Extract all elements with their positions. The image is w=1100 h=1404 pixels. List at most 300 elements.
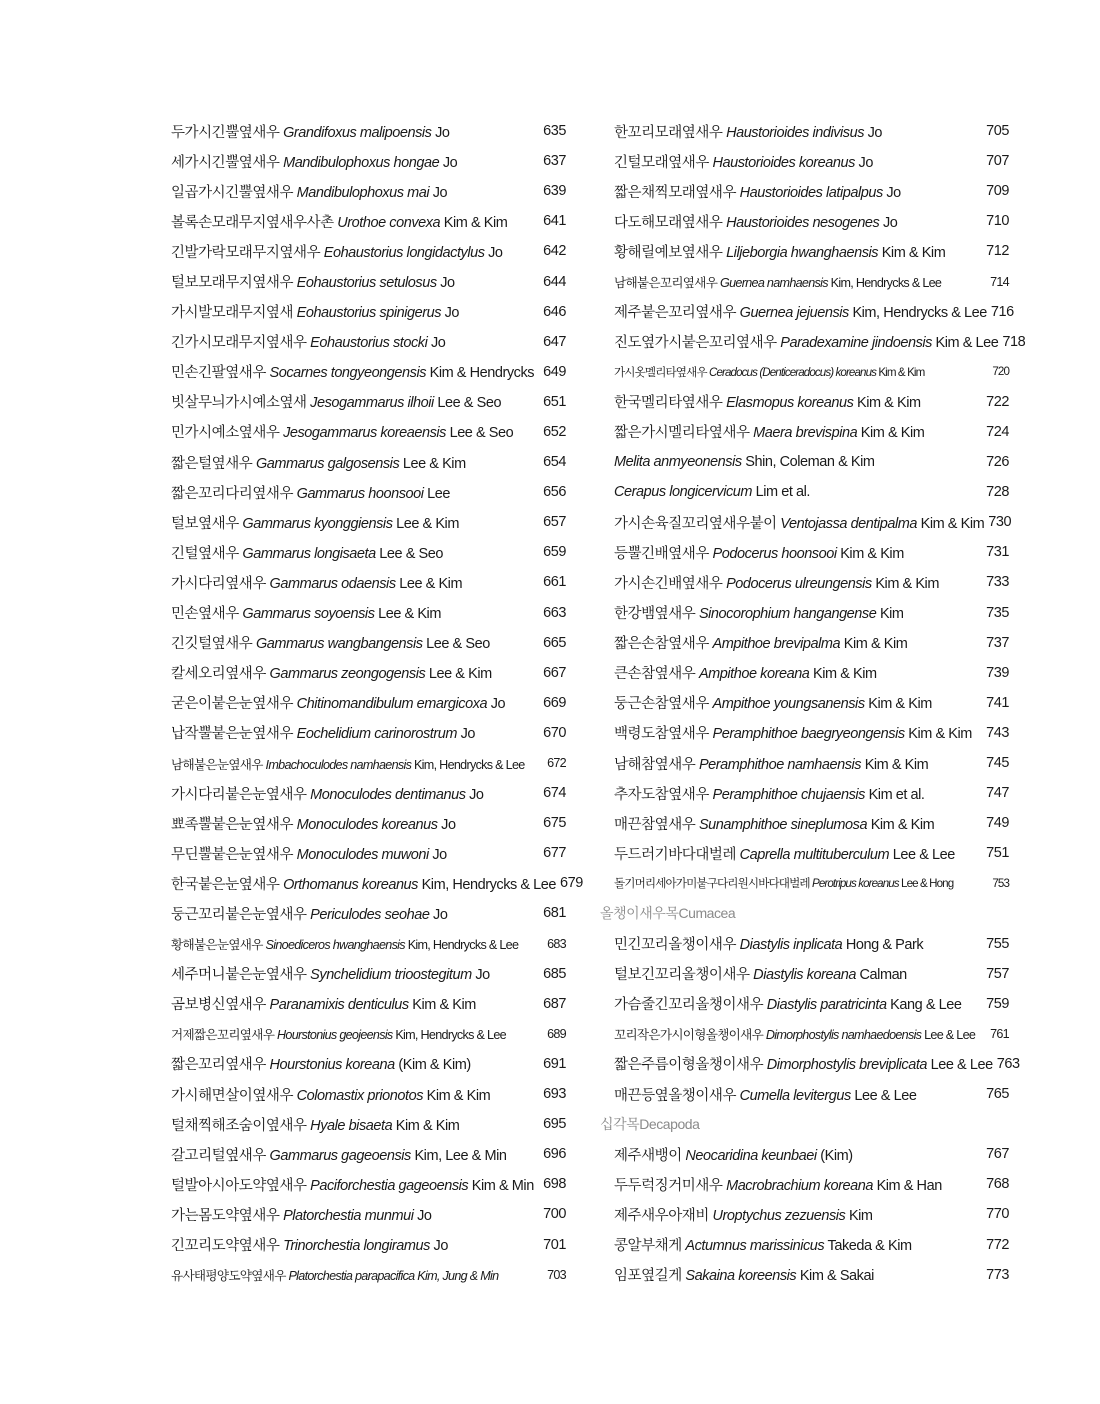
toc-entry [600,297,1014,327]
page-number: 737 [986,634,1009,651]
common-name: 큰손참옆새우 [614,666,696,683]
common-name: 제주붙은꼬리옆새우 [614,305,737,322]
scientific-name: Gammarus soyoensis [242,606,375,623]
toc-entry [171,357,566,387]
author-name: Kim [879,606,904,623]
author-name: Kim & Kim [813,666,877,683]
toc-entry [171,1169,566,1199]
author-name: Jo [433,1238,448,1255]
common-name: 매끈등옆올챙이새우 [614,1087,737,1104]
author-name: Kim & Kim [868,696,932,713]
author-name: Shin, Coleman & Kim [745,454,875,471]
scientific-name: Eochelidium carinorostrum [296,726,458,743]
common-name: 황해붙은눈옆새우 [171,938,263,953]
entry-title [171,151,538,172]
scientific-name: Ampithoe koreana [698,666,810,683]
entry-title [171,1114,538,1135]
common-name: 한국멜리타옆새우 [614,395,723,412]
scientific-name: Eohaustorius stocki [310,335,428,352]
author-name: Kim & Han [876,1177,942,1194]
entry-title [614,662,981,683]
common-name: 한강뱀옆새우 [614,606,696,623]
entry-title [614,121,981,142]
entry-title [171,271,538,292]
author-name: Kang & Lee [890,997,962,1014]
page-number: 714 [990,274,1009,289]
toc-entry [171,808,566,838]
toc-entry [171,1139,566,1169]
toc-entry [171,838,566,868]
common-name: 긴털옆새우 [171,545,239,562]
author-name: Kim & Kim [856,395,921,412]
entry-title [171,843,538,864]
scientific-name: Dimorphostylis breviplicata [766,1057,928,1074]
common-name: 민가시예소옆새우 [171,425,280,442]
toc-entry [600,1199,1009,1229]
author-name: Kim & Kim [908,726,972,743]
page-number: 757 [986,965,1009,982]
scientific-name: Diastylis inplicata [739,937,843,954]
page-number: 770 [986,1206,1009,1223]
page-number: 652 [543,423,566,440]
entry-title [614,391,981,412]
page-number: 637 [543,153,566,170]
common-name: 세주머니붙은눈옆새우 [171,967,307,984]
common-name: 민손긴팔옆새우 [171,365,266,382]
author-name: Jo [442,154,458,171]
page-number: 724 [986,423,1009,440]
page-number: 687 [543,995,566,1012]
author-name: Kim & Lee [935,335,999,352]
entry-title [614,512,984,533]
common-name: 털발아시아도약옆새우 [171,1177,307,1194]
scientific-name: Sakaina koreensis [685,1268,797,1285]
scientific-name: Ceradocus (Denticeradocus) koreanus [709,365,877,379]
toc-entry [171,868,583,898]
toc-entry [171,1079,566,1109]
entry-title [171,783,538,804]
page-number: 651 [543,393,566,410]
page-number: 669 [543,694,566,711]
common-name: 긴가시모래무지옆새우 [171,335,307,352]
scientific-name: Periculodes seohae [310,906,430,923]
page-number: 641 [543,213,566,230]
page-number: 745 [986,755,1009,772]
common-name: 한국붙은눈옆새우 [171,876,280,893]
common-name: 민손옆새우 [171,606,239,623]
page-number: 759 [986,995,1009,1012]
entry-title [614,1144,981,1165]
author-name: Jo [432,184,448,201]
page-number: 693 [543,1086,566,1103]
common-name: 굳은이붙은눈옆새우 [171,696,294,713]
toc-entry [600,929,1009,959]
scientific-name: Hyale bisaeta [310,1117,393,1134]
page-number: 731 [986,544,1009,561]
common-name: 무딘뿔붙은눈옆새우 [171,846,294,863]
scientific-name: Uroptychus zezuensis [712,1207,846,1224]
entry-title [614,241,981,262]
toc-entry [171,1049,566,1079]
scientific-name: Eohaustorius spinigerus [296,305,442,322]
author-name: Kim, Hendrycks & Lee [413,757,525,772]
common-name: 다도해모래옆새우 [614,214,723,231]
toc-entry [600,628,1009,658]
entry-title [171,934,538,953]
page-number: 644 [543,273,566,290]
author-name: Lee & Kim [402,455,466,472]
scientific-name: Neocaridina keunbaei [685,1147,817,1164]
author-name: Kim & Hendrycks [429,365,535,382]
author-name: Kim & Kim [875,575,939,592]
scientific-name: Monoculodes dentimanus [310,786,466,803]
common-name: 일곱가시긴뿔옆새우 [171,184,294,201]
scientific-name: Peramphithoe baegryeongensis [712,726,905,743]
common-name: 납작뿔붙은눈옆새우 [171,726,294,743]
author-name: Jo [433,906,448,923]
scientific-name: Monoculodes koreanus [296,816,438,833]
common-name: 긴털모래옆새우 [614,154,709,171]
entry-title [171,754,538,773]
common-name: 등뿔긴배옆새우 [614,545,709,562]
page-number: 747 [986,785,1009,802]
section-title-latin: Decapoda [639,1116,700,1133]
page-number: 712 [986,243,1009,260]
toc-entry [171,507,566,537]
entry-title [614,933,981,954]
entry-title [614,632,981,653]
entry-title [614,843,981,864]
toc-entry [171,688,566,718]
author-name: Lee & Seo [379,545,443,562]
scientific-name: Elasmopus koreanus [726,395,854,412]
common-name: 남해참옆새우 [614,756,696,773]
common-name: 돌기머리세아가미붙구다리원시바다대벌레 [614,877,810,891]
author-name: Jo [441,816,456,833]
page-number: 659 [543,544,566,561]
toc-entry [600,206,1009,236]
entry-title [171,963,538,984]
toc-entry [171,387,566,417]
entry-title [614,301,987,322]
author-name: Jo [886,184,901,201]
author-name: Lee & Lee [930,1057,993,1074]
scientific-name: Platorchestia parapacifica Kim, Jung & Min [288,1269,499,1284]
author-name: Kim & Kim [870,816,935,833]
page-number: 649 [543,363,566,380]
toc-entry [171,598,566,628]
common-name: 긴꼬리도약옆새우 [171,1238,280,1255]
page-number: 751 [986,845,1009,862]
page-number: 728 [986,484,1009,501]
author-name: Jo [469,786,484,803]
entry-title [614,692,981,713]
entry-title [614,484,981,500]
toc-entry [171,327,566,357]
common-name: 칼세오리옆새우 [171,666,266,683]
page-number: 656 [543,484,566,501]
author-name: Lee & Kim [428,666,492,683]
common-name: 털보긴꼬리올챙이새우 [614,967,750,984]
scientific-name: Dimorphostylis namhaedoensis [765,1028,922,1043]
common-name: 제주새우아재비 [614,1207,709,1224]
scientific-name: Gammarus kyonggiensis [242,515,393,532]
scientific-name: Maera brevispina [753,425,858,442]
scientific-name: Diastylis koreana [753,967,856,984]
toc-entry [600,236,1009,266]
entry-title [171,1053,538,1074]
author-name: Jo [882,214,898,231]
toc-entry [600,1169,1009,1199]
toc-entry [600,537,1009,567]
common-name: 세가시긴뿔옆새우 [171,154,280,171]
toc-entry [600,387,1009,417]
scientific-name: Orthomanus koreanus [283,876,418,893]
entry-title [614,1204,981,1225]
toc-entry [171,206,566,236]
scientific-name: Peramphithoe chujaensis [712,786,865,803]
entry-title [614,602,981,623]
common-name: 털보옆새우 [171,515,239,532]
scientific-name: Paciforchestia gageoensis [310,1177,469,1194]
author-name: Kim, Hendrycks & Lee [407,938,519,953]
entry-title [171,1144,538,1165]
scientific-name: Paranamixis denticulus [269,997,409,1014]
page-number: 635 [543,123,566,140]
scientific-name: Guernea namhaensis [720,276,828,291]
common-name: 매끈참옆새우 [614,816,696,833]
page-number: 755 [986,935,1009,952]
section-heading [600,898,1009,928]
page-number: 683 [547,936,566,951]
author-name: Kim, Hendrycks & Lee [395,1028,506,1043]
entry-title [171,813,538,834]
entry-title [171,211,538,232]
common-name: 가시해면살이옆새우 [171,1087,294,1104]
entry-title [614,753,981,774]
entry-title [614,963,981,984]
entry-title [171,512,538,533]
page-number: 642 [543,243,566,260]
author-name: Kim & Kim [920,515,985,532]
scientific-name: Synchelidium trioostegitum [310,967,472,984]
author-name: Jo [432,846,447,863]
author-name: Kim & Kim [860,425,925,442]
author-name: Jo [488,244,503,261]
scientific-name: Mandibulophoxus mai [296,184,430,201]
scientific-name: Jesogammarus ilhoii [310,395,434,412]
author-name: Kim, Lee & Min [414,1147,507,1164]
entry-title [614,993,981,1014]
toc-entry [171,1019,566,1049]
toc-entry [600,658,1009,688]
page-number: 695 [543,1116,566,1133]
toc-entry [600,447,1009,477]
entry-title [614,783,981,804]
scientific-name: Sinoediceros hwanghaensis [265,938,405,953]
entry-title [614,364,981,380]
author-name: Kim, Hendrycks & Lee [852,305,987,322]
page-number: 677 [543,845,566,862]
author-name: Kim & Kim [878,365,925,379]
entry-title [171,722,538,743]
toc-left-column [171,116,583,1290]
common-name: 빗살무늬가시예소옆새 [171,395,307,412]
common-name: 제주새뱅이 [614,1147,682,1164]
scientific-name: Eohaustorius longidactylus [323,244,485,261]
page-number: 722 [986,393,1009,410]
page-number: 675 [543,815,566,832]
toc-entry [600,868,1009,898]
toc-entry [600,567,1009,597]
scientific-name: Imbachoculodes namhaensis [265,757,412,772]
common-name: 짧은꼬리다리옆새우 [171,485,294,502]
author-name: Kim, Hendrycks & Lee [830,276,942,291]
toc-entry [600,838,1009,868]
author-name: Lee & Kim [399,575,463,592]
scientific-name: Gammarus longisaeta [242,545,376,562]
author-name: Lee & Lee [892,846,955,863]
scientific-name: Haustorioides nesogenes [726,214,880,231]
common-name: 한꼬리모래옆새우 [614,124,723,141]
common-name: 진도옆가시붙은꼬리옆새우 [614,335,777,352]
author-name: Lee & Kim [396,515,459,532]
toc-entry [171,146,566,176]
author-name: Kim & Min [471,1177,534,1194]
scientific-name: Haustorioides indivisus [726,124,865,141]
toc-entry [171,718,566,748]
page-number: 749 [986,815,1009,832]
entry-title [171,1174,538,1195]
author-name: Kim & Sakai [799,1268,874,1285]
scientific-name: Haustorioides latipalpus [739,184,883,201]
entry-title [614,1174,981,1195]
scientific-name: Urothoe convexa [337,214,441,231]
toc-entry [600,959,1009,989]
common-name: 곰보병신옆새우 [171,997,266,1014]
entry-title [614,181,981,202]
common-name: 짧은주름이형올챙이새우 [614,1057,764,1074]
toc-entry [600,778,1009,808]
toc-entry [171,658,566,688]
section-title-korean: 올챙이새우목 [600,905,679,922]
author-name: Jo [858,154,873,171]
common-name: 갈고리털옆새우 [171,1147,266,1164]
toc-entry [171,567,566,597]
section-title-korean: 십각목 [600,1116,640,1133]
scientific-name: Hourstonius geojeensis [277,1028,393,1043]
page-number: 710 [986,213,1009,230]
common-name: 꼬리작은가시이형올챙이새우 [614,1028,764,1043]
page-number: 661 [543,574,566,591]
author-name: Kim & Kim [412,997,476,1014]
toc-entry [600,266,1009,296]
entry-title [171,993,538,1014]
toc-entry [600,327,1026,357]
common-name: 짧은꼬리옆새우 [171,1057,266,1074]
author-name: Jo [867,124,883,141]
page-number: 743 [986,724,1009,741]
author-name: Lee & Lee [924,1028,976,1043]
scientific-name: Podocerus ulreungensis [726,575,872,592]
toc-entry [600,357,1009,387]
page-number: 691 [543,1055,566,1072]
scientific-name: Trinorchestia longiramus [283,1238,430,1255]
scientific-name: Hourstonius koreana [269,1057,395,1074]
entry-title [171,1024,538,1043]
author-name: Jo [417,1207,432,1224]
section-heading [600,1109,1009,1139]
page-number: 679 [560,875,583,892]
common-name: 황해릴예보옆새우 [614,244,723,261]
entry-title [614,1053,993,1074]
entry-title [171,692,538,713]
toc-entry [171,1109,566,1139]
page-number: 689 [547,1026,566,1041]
entry-title [171,1084,538,1105]
page-number: 707 [986,153,1009,170]
entry-title [171,662,538,683]
section-title-latin: Cumacea [678,905,736,922]
page-number: 718 [1002,333,1026,350]
common-name: 긴깃털옆새우 [171,636,253,653]
common-name: 가시발모래무지옆새 [171,305,294,322]
author-name: Lim et al. [755,484,810,501]
toc-entry [171,176,566,206]
author-name: Lee & Seo [449,425,514,442]
toc-entry [600,1049,1020,1079]
author-name: (Kim) [820,1147,853,1164]
scientific-name: Gammarus galgosensis [255,455,400,472]
scientific-name: Jesogammarus koreaensis [283,425,446,442]
common-name: 긴발가락모래무지옆새우 [171,244,321,261]
author-name: Hong & Park [845,937,924,954]
page-number: 681 [543,905,566,922]
entry-title [614,272,981,291]
scientific-name: Cerapus longicervicum [614,484,753,501]
page-number: 730 [988,514,1012,531]
page-number: 726 [986,454,1009,471]
author-name: Calman [859,967,907,984]
scientific-name: Gammarus gageoensis [269,1147,411,1164]
common-name: 유사태평양도약옆새우 [171,1269,286,1284]
page-number: 665 [543,634,566,651]
scientific-name: Sunamphithoe sineplumosa [698,816,868,833]
page-number: 720 [992,365,1009,379]
scientific-name: Gammarus hoonsooi [296,485,424,502]
author-name: Jo [430,335,446,352]
author-name: Kim [848,1207,873,1224]
page-number: 716 [990,303,1014,320]
common-name: 짧은가시멜리타옆새우 [614,425,750,442]
scientific-name: Eohaustorius setulosus [296,275,437,292]
toc-entry [600,808,1009,838]
entry-title [614,722,981,743]
scientific-name: Platorchestia munmui [283,1207,414,1224]
common-name: 임포옆길게 [614,1268,682,1285]
toc-entry [600,1079,1009,1109]
page-number: 768 [986,1176,1009,1193]
toc-entry [600,116,1009,146]
entry-title [171,632,538,653]
common-name: 남해붙은꼬리옆새우 [614,276,718,291]
common-name: 거제짧은꼬리옆새우 [171,1028,275,1043]
toc-entry [171,116,566,146]
entry-title [614,151,981,172]
scientific-name: Macrobrachium koreana [726,1177,873,1194]
page-number: 772 [986,1236,1009,1253]
common-name: 짧은털옆새우 [171,455,253,472]
